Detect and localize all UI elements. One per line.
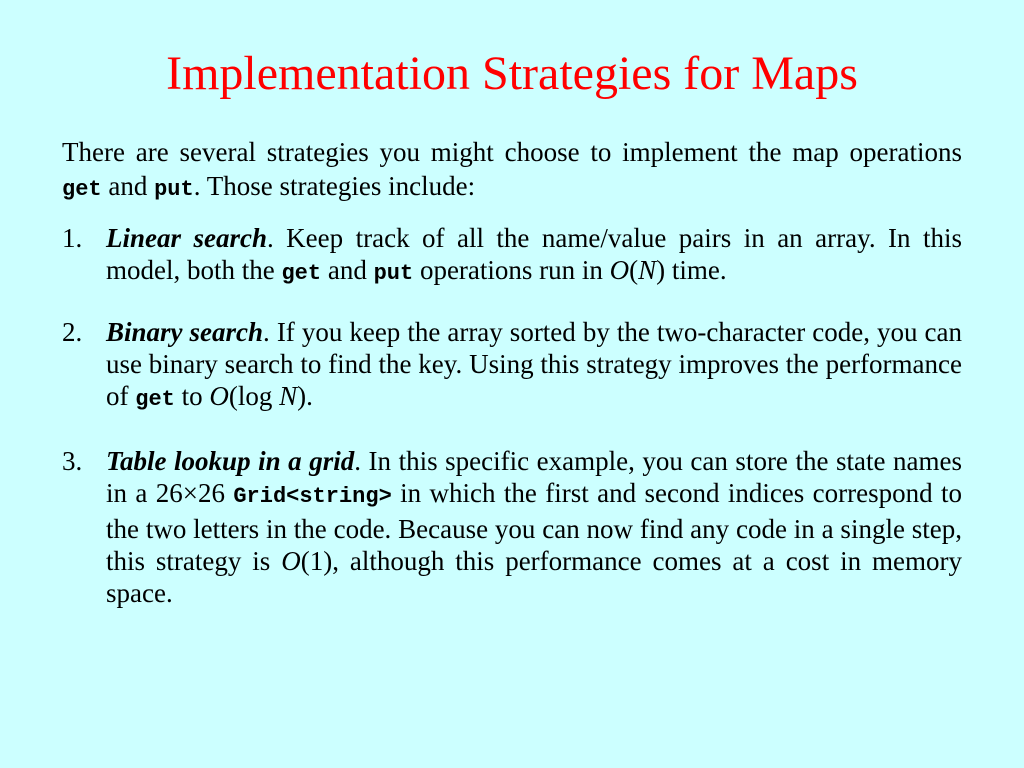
list-item-text: ).	[297, 381, 313, 411]
list-item-binary-search	[62, 316, 962, 416]
big-o-symbol: O	[609, 255, 630, 285]
list-item-term: Table lookup in a grid	[106, 446, 355, 476]
code-get: get	[62, 177, 102, 202]
list-item-number: 3.	[62, 446, 83, 476]
list-item-text: and	[321, 255, 374, 285]
list-item-body	[106, 445, 962, 609]
list-item-body	[106, 316, 962, 416]
intro-text: and	[101, 171, 155, 201]
list-item-number: 1.	[62, 223, 83, 253]
big-o-symbol: O	[281, 546, 301, 576]
math-n: N	[638, 255, 657, 285]
code-get: get	[135, 387, 175, 412]
intro-text: There are several strategies you might choose to implement the map operations	[62, 137, 962, 167]
list-item-table-lookup	[62, 445, 962, 609]
code-put: put	[373, 261, 414, 286]
list-item-linear-search	[62, 222, 962, 290]
list-item-number: 2.	[62, 317, 83, 347]
list-item-text: operations run in	[413, 255, 610, 285]
slide-title: Implementation Strategies for Maps	[166, 47, 858, 100]
code-grid-string: Grid<string>	[233, 484, 392, 509]
list-item-text: . If you keep the array sorted by the two-character code, you can use binary search to find the key. Using this strategy improves the performance of	[106, 317, 962, 411]
code-get: get	[281, 261, 322, 286]
math-n: N	[279, 381, 298, 411]
list-item-text: in which the first and second indices correspond to the two letters in the code. Because you can now find any code in a single step, this strategy is	[106, 478, 963, 576]
list-item-text: . Keep track of all the name/value pairs in an array. In this model, both the	[106, 223, 963, 285]
list-item-text: . In this specific example, you can store the state names in a 26×26	[106, 446, 962, 508]
list-item-text: ) time.	[656, 255, 727, 285]
list-item-text: (	[629, 255, 639, 285]
big-o-symbol: O	[209, 381, 229, 411]
list-item-term: Binary search	[106, 317, 264, 347]
intro-paragraph	[62, 135, 962, 207]
list-item-body	[106, 222, 962, 290]
code-put: put	[154, 177, 194, 202]
list-item-term: Linear search	[106, 223, 267, 253]
list-item-text: (log	[228, 381, 280, 411]
intro-text: . Those strategies include:	[193, 171, 476, 201]
list-item-text: (1), although this performance comes at a cost in memory space.	[106, 546, 962, 608]
list-item-text: to	[174, 381, 210, 411]
